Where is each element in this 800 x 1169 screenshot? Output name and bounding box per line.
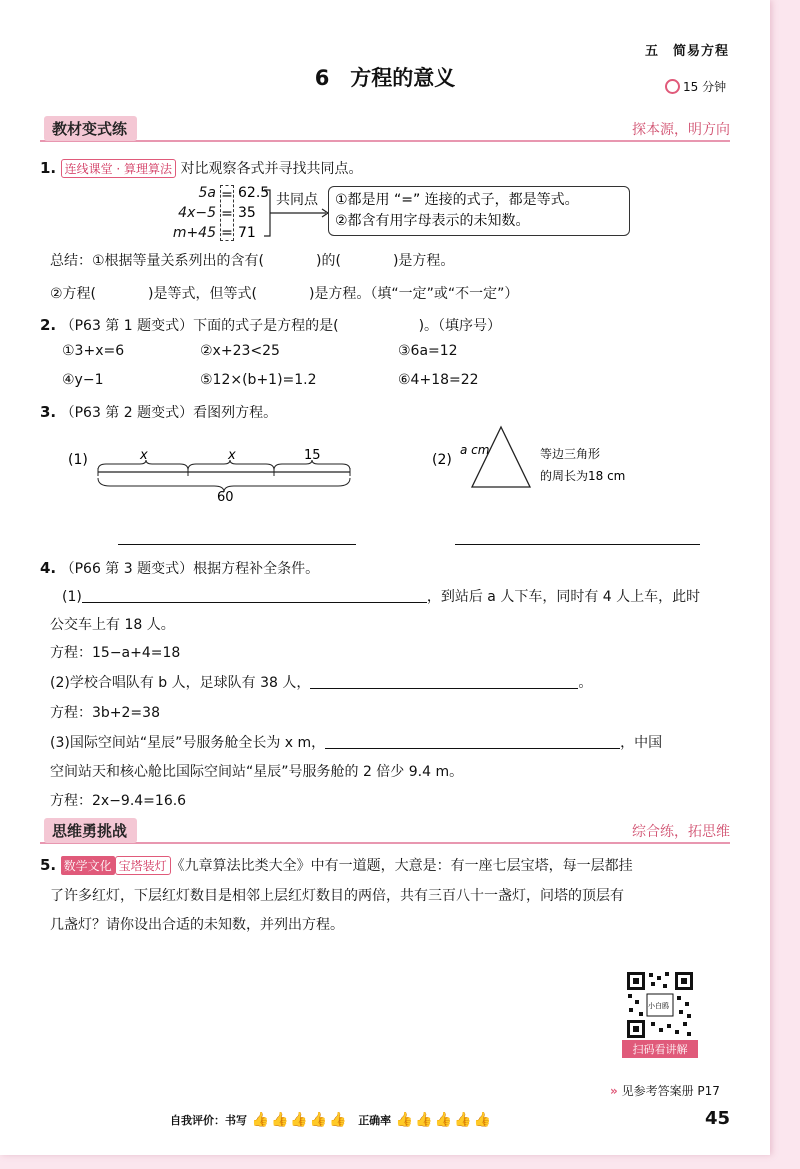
unit-header: 五 简易方程: [645, 44, 730, 59]
q4-part-1-cont: 公交车上有 18 人。: [50, 617, 175, 633]
segment-15: 15: [304, 448, 321, 463]
question-5-line-2: 了许多红灯，下层红灯数目是相邻上层红灯数目的两倍，共有三百八十一盏灯，问塔的顶层有: [50, 888, 624, 904]
section-header-2: [40, 818, 730, 844]
thumb-up-icon[interactable]: 👍: [251, 1112, 269, 1128]
option-6: ⑥4+18=22: [398, 372, 479, 388]
common-points-box: ①都是用 “=” 连接的式子，都是等式。 ②都含有用字母表示的未知数。: [328, 186, 630, 236]
section-subtitle: 综合练，拓思维: [632, 824, 730, 840]
q4-part-3-cont: 空间站天和核心舱比国际空间站“星辰”号服务舱的 2 倍少 9.4 m。: [50, 764, 464, 780]
question-4: 4. （P66 第 3 题变式）根据方程补全条件。: [40, 559, 320, 577]
equation-2-right: 35: [238, 205, 256, 221]
equation-2-left: 4x−5: [178, 205, 216, 221]
triangle-desc-1: 等边三角形: [540, 447, 601, 461]
thumb-up-icon[interactable]: 👍: [473, 1112, 491, 1128]
question-1: 1. 连线课堂 · 算理算法 对比观察各式并寻找共同点。: [40, 159, 363, 177]
thumb-up-icon[interactable]: 👍: [329, 1112, 347, 1128]
q4-part-3: (3)国际空间站“星辰”号服务舱全长为 x m， ，中国: [50, 735, 663, 751]
thumb-up-icon[interactable]: 👍: [434, 1112, 452, 1128]
q4-part-1: (1) ，到站后 a 人下车，同时有 4 人上车，此时: [62, 589, 701, 605]
option-5: ⑤12×(b+1)=1.2: [200, 372, 317, 388]
side-label: a cm: [460, 443, 490, 457]
double-chevron-icon: »: [610, 1084, 618, 1098]
segment-x-1: x: [140, 448, 148, 463]
culture-tag: 数学文化: [61, 856, 115, 875]
question-2: 2. （P63 第 1 题变式）下面的式子是方程的是( )。（填序号）: [40, 316, 502, 334]
clock-icon: [665, 79, 680, 94]
question-5-line-3: 几盏灯？请你设出合适的未知数，并列出方程。: [50, 917, 344, 933]
equation-1: 方程：15−a+4=18: [50, 645, 181, 661]
answer-reference: » 见参考答案册 P17: [610, 1084, 720, 1098]
section-label: 教材变式练: [44, 116, 137, 141]
thumb-up-icon[interactable]: 👍: [309, 1112, 328, 1128]
page-number: 45: [705, 1108, 731, 1129]
qr-caption: 扫码看讲解: [622, 1040, 698, 1058]
qr-center-text: 小白鸥: [648, 1002, 669, 1010]
thumb-up-icon[interactable]: 👍: [415, 1112, 433, 1128]
equation-3-right: 71: [238, 225, 256, 241]
triangle-figure: [470, 425, 532, 489]
part-1-label: (1): [68, 452, 88, 468]
thumb-up-icon[interactable]: 👍: [395, 1112, 414, 1128]
equals-column: = = =: [221, 187, 233, 241]
page-title: 6 方程的意义: [314, 66, 456, 90]
question-5: 5. 数学文化 宝塔装灯 《九章算法比类大全》中有一道题，大意是：有一座七层宝塔，每一层都挂: [40, 856, 633, 874]
common-label: 共同点: [276, 192, 318, 208]
option-3: ③6a=12: [398, 343, 458, 359]
question-tag: 连线课堂 · 算理算法: [61, 159, 176, 178]
summary-line-1: 总结：①根据等量关系列出的含有( )的( )是方程。: [50, 253, 455, 269]
thumb-up-icon[interactable]: 👍: [290, 1112, 308, 1128]
q4-part-2: (2)学校合唱队有 b 人，足球队有 38 人， 。: [50, 675, 593, 691]
self-evaluation: 自我评价：书写 👍 👍 👍 👍 👍 正确率 👍 👍 👍 👍 👍: [170, 1112, 491, 1128]
equation-1-right: 62.5: [238, 185, 270, 201]
triangle-desc-2: 的周长为18 cm: [540, 469, 626, 483]
answer-line-3-1: [118, 544, 356, 545]
thumb-up-icon[interactable]: 👍: [270, 1112, 289, 1128]
question-3: 3. （P63 第 2 题变式）看图列方程。: [40, 403, 278, 421]
equation-3: 方程：2x−9.4=16.6: [50, 793, 187, 809]
total-60: 60: [217, 490, 234, 505]
section-header-1: [40, 116, 730, 142]
equation-3-left: m+45: [172, 225, 216, 241]
summary-line-2: ②方程( )是等式，但等式( )是方程。（填“一定”或“不一定”）: [50, 286, 519, 302]
topic-tag: 宝塔装灯: [115, 856, 171, 875]
part-2-label: (2): [432, 452, 452, 468]
section-label: 思维勇挑战: [44, 818, 137, 843]
answer-line-3-2: [455, 544, 700, 545]
equation-2: 方程：3b+2=38: [50, 705, 160, 721]
option-2: ②x+23<25: [200, 343, 280, 359]
thumb-up-icon[interactable]: 👍: [454, 1112, 472, 1128]
segment-x-2: x: [228, 448, 236, 463]
section-subtitle: 探本源，明方向: [632, 122, 730, 138]
option-4: ④y−1: [62, 372, 104, 388]
time-limit: 15 分钟: [665, 78, 726, 95]
equation-1-left: 5a: [198, 185, 216, 201]
option-1: ①3+x=6: [62, 343, 125, 359]
